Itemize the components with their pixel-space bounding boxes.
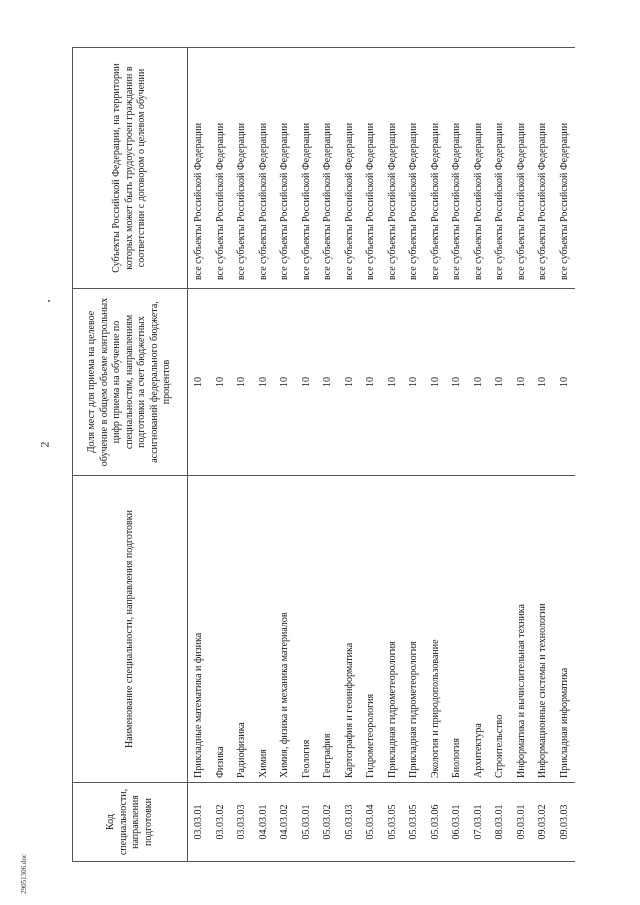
cell-subjects: все субъекты Российской Федерации — [296, 48, 318, 289]
cell-share: 10 — [382, 289, 404, 476]
cell-share: 10 — [554, 289, 576, 476]
cell-code: 05.03.02 — [317, 783, 339, 862]
cell-code: 03.03.03 — [231, 783, 253, 862]
cell-code: 03.03.01 — [188, 783, 210, 862]
cell-share: 10 — [210, 289, 232, 476]
cell-subjects: все субъекты Российской Федерации — [446, 48, 468, 289]
table-row — [403, 48, 425, 862]
cell-share: 10 — [468, 289, 490, 476]
cell-code: 04.03.02 — [274, 783, 296, 862]
cell-share: 10 — [188, 289, 210, 476]
cell-subjects: все субъекты Российской Федерации — [210, 48, 232, 289]
cell-name: Прикладные математика и физика — [188, 476, 210, 783]
cell-code: 05.03.05 — [382, 783, 404, 862]
footer-doc-name: 29051306.doc — [19, 854, 28, 894]
table-row — [317, 48, 339, 862]
table-row — [425, 48, 447, 862]
cell-code: 09.03.02 — [532, 783, 554, 862]
table-row — [489, 48, 511, 862]
cell-share: 10 — [489, 289, 511, 476]
cell-code: 05.03.04 — [360, 783, 382, 862]
cell-name: Информатика и вычислительная техника — [511, 476, 533, 783]
cell-code: 07.03.01 — [468, 783, 490, 862]
cell-subjects: все субъекты Российской Федерации — [188, 48, 210, 289]
cell-subjects: все субъекты Российской Федерации — [425, 48, 447, 289]
cell-code: 09.03.03 — [554, 783, 576, 862]
cell-name: Экология и природопользование — [425, 476, 447, 783]
cell-subjects: все субъекты Российской Федерации — [231, 48, 253, 289]
cell-subjects: все субъекты Российской Федерации — [511, 48, 533, 289]
table-row — [274, 48, 296, 862]
cell-name: Радиофизика — [231, 476, 253, 783]
cell-share: 10 — [317, 289, 339, 476]
rotated-table-container — [72, 47, 584, 862]
cell-name: География — [317, 476, 339, 783]
cell-name: Химия, физика и механика материалов — [274, 476, 296, 783]
cell-code: 08.03.01 — [489, 783, 511, 862]
cell-name: Картография и геоинформатика — [339, 476, 361, 783]
cell-subjects: все субъекты Российской Федерации — [554, 48, 576, 289]
cell-share: 10 — [360, 289, 382, 476]
cell-share: 10 — [274, 289, 296, 476]
cell-name: Прикладная гидрометеорология — [382, 476, 404, 783]
table-row — [231, 48, 253, 862]
cell-name: Гидрометеорология — [360, 476, 382, 783]
cell-share: 10 — [339, 289, 361, 476]
cell-subjects: все субъекты Российской Федерации — [382, 48, 404, 289]
cell-code: 06.03.01 — [446, 783, 468, 862]
header-share: Доля мест для приема на целевое обучение в общем объеме контрольных цифр приема на обучение по специальностям, направлениям подготовки за счет бюджетных ассигнований федерального бюджета, процентов — [73, 289, 188, 476]
cell-code: 05.03.06 — [425, 783, 447, 862]
table-row — [360, 48, 382, 862]
cell-share: 10 — [253, 289, 275, 476]
table-row — [554, 48, 576, 862]
cell-subjects: все субъекты Российской Федерации — [274, 48, 296, 289]
cell-subjects: все субъекты Российской Федерации — [468, 48, 490, 289]
cell-share: 10 — [446, 289, 468, 476]
cell-subjects: все субъекты Российской Федерации — [489, 48, 511, 289]
cell-share: 10 — [532, 289, 554, 476]
cell-subjects: все субъекты Российской Федерации — [317, 48, 339, 289]
cell-code: 05.03.01 — [296, 783, 318, 862]
cell-name: Физика — [210, 476, 232, 783]
table-header-row — [73, 48, 188, 862]
scan-dot — [48, 300, 50, 302]
table-row — [468, 48, 490, 862]
cell-name: Информационные системы и технологии — [532, 476, 554, 783]
table-row — [210, 48, 232, 862]
table-row — [188, 48, 210, 862]
cell-share: 10 — [231, 289, 253, 476]
table-row — [339, 48, 361, 862]
header-subjects: Субъекты Российской Федерации, на территории которых может быть трудоустроен гражданин в соответствии с договором о целевом обучении — [73, 48, 188, 289]
table-body — [188, 48, 576, 862]
cell-share: 10 — [296, 289, 318, 476]
cell-name: Строительство — [489, 476, 511, 783]
cell-code: 05.03.03 — [339, 783, 361, 862]
cell-name: Прикладная информатика — [554, 476, 576, 783]
cell-code: 04.03.01 — [253, 783, 275, 862]
cell-name: Геология — [296, 476, 318, 783]
cell-name: Прикладная гидрометеорология — [403, 476, 425, 783]
cell-share: 10 — [403, 289, 425, 476]
cell-subjects: все субъекты Российской Федерации — [360, 48, 382, 289]
cell-subjects: все субъекты Российской Федерации — [403, 48, 425, 289]
specialties-table — [72, 47, 575, 862]
cell-subjects: все субъекты Российской Федерации — [532, 48, 554, 289]
cell-subjects: все субъекты Российской Федерации — [253, 48, 275, 289]
cell-code: 05.03.05 — [403, 783, 425, 862]
header-code: Код специальности, направления подготовки — [73, 783, 188, 862]
table-row — [511, 48, 533, 862]
table-row — [253, 48, 275, 862]
cell-subjects: все субъекты Российской Федерации — [339, 48, 361, 289]
cell-code: 03.03.02 — [210, 783, 232, 862]
table-row — [532, 48, 554, 862]
cell-share: 10 — [425, 289, 447, 476]
page-number: 2 — [37, 441, 52, 448]
cell-name: Архитектура — [468, 476, 490, 783]
cell-name: Химия — [253, 476, 275, 783]
cell-name: Биология — [446, 476, 468, 783]
header-name: Наименование специальности, направления подготовки — [73, 476, 188, 783]
cell-share: 10 — [511, 289, 533, 476]
table-row — [382, 48, 404, 862]
table-row — [446, 48, 468, 862]
cell-code: 09.03.01 — [511, 783, 533, 862]
table-row — [296, 48, 318, 862]
